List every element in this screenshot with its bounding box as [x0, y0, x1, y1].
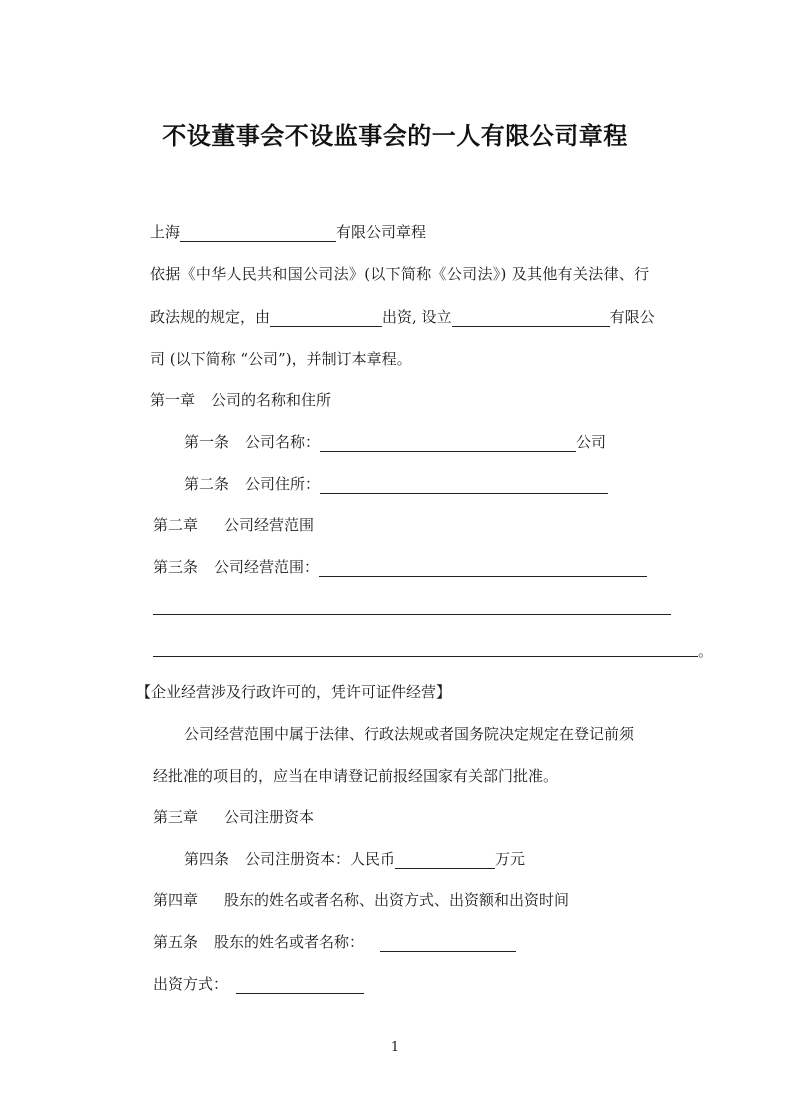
header-suffix: 有限公司章程 — [336, 223, 427, 241]
business-scope-blank-3[interactable] — [153, 656, 698, 657]
chapter-2-heading — [153, 515, 314, 535]
established-company-blank[interactable] — [452, 310, 610, 327]
contribution-method-blank[interactable] — [236, 977, 364, 994]
chapter-2-title: 公司经营范围 — [224, 516, 315, 534]
chapter-3-label: 第三章 — [153, 808, 199, 826]
article-4-label: 第四条 — [184, 850, 230, 868]
article-1-suffix: 公司 — [576, 433, 607, 451]
investor-blank[interactable] — [270, 310, 382, 327]
article-2-label: 第二条 — [184, 475, 230, 493]
header-prefix: 上海 — [150, 223, 181, 241]
chapter-1-heading — [150, 390, 331, 410]
article-4-suffix: 万元 — [495, 850, 526, 868]
scope-paragraph-line-2: 经批准的项目的，应当在申请登记前报经国家有关部门批准。 — [153, 767, 559, 785]
article-1 — [184, 432, 606, 452]
chapter-4-heading — [153, 890, 569, 910]
chapter-1-label: 第一章 — [150, 391, 196, 409]
shareholder-name-blank[interactable] — [380, 935, 516, 952]
chapter-1-title: 公司的名称和住所 — [211, 391, 332, 409]
contribution-method-label: 出资方式： — [153, 975, 229, 993]
article-1-text: 公司名称： — [245, 433, 321, 451]
chapter-3-heading — [153, 807, 314, 827]
chapter-2-label: 第二章 — [153, 516, 199, 534]
article-2-text: 公司住所： — [245, 475, 321, 493]
company-header-line — [150, 222, 426, 242]
business-scope-blank-1[interactable] — [319, 560, 647, 577]
preamble-line-2 — [150, 307, 655, 327]
article-5-label: 第五条 — [153, 933, 199, 951]
preamble-text-a: 政法规的规定，由 — [150, 308, 271, 326]
permit-notice: 【企业经营涉及行政许可的，凭许可证件经营】 — [136, 683, 452, 701]
chapter-3-title: 公司注册资本 — [224, 808, 315, 826]
company-full-name-blank[interactable] — [320, 435, 576, 452]
article-3-label: 第三条 — [153, 558, 199, 576]
contribution-method-line — [153, 974, 364, 994]
document-title: 不设董事会不设监事会的一人有限公司章程 — [162, 121, 628, 150]
scope-end-period: 。 — [698, 642, 714, 660]
page-number: 1 — [390, 1040, 400, 1055]
article-2 — [184, 474, 608, 494]
company-address-blank[interactable] — [320, 477, 608, 494]
preamble-text-c: 有限公 — [609, 308, 655, 326]
chapter-4-label: 第四章 — [153, 891, 199, 909]
article-5-text: 股东的姓名或者名称： — [214, 933, 365, 951]
registered-capital-blank[interactable] — [395, 852, 495, 869]
article-3 — [153, 557, 647, 577]
scope-paragraph-line-1: 公司经营范围中属于法律、行政法规或者国务院决定规定在登记前须 — [184, 725, 635, 743]
chapter-4-title: 股东的姓名或者名称、出资方式、出资额和出资时间 — [224, 891, 570, 909]
preamble-line-1: 依据《中华人民共和国公司法》(以下简称《公司法》) 及其他有关法律、行 — [150, 265, 650, 283]
preamble-text-b: 出资, 设立 — [382, 308, 452, 326]
article-4 — [184, 849, 525, 869]
article-1-label: 第一条 — [184, 433, 230, 451]
article-3-text: 公司经营范围： — [214, 558, 320, 576]
business-scope-blank-2[interactable] — [153, 614, 671, 615]
article-5 — [153, 932, 516, 952]
article-4-text: 公司注册资本：人民币 — [245, 850, 396, 868]
company-name-blank[interactable] — [180, 225, 336, 242]
preamble-line-3: 司 (以下简称 “公司”)，并制订本章程。 — [150, 350, 412, 368]
